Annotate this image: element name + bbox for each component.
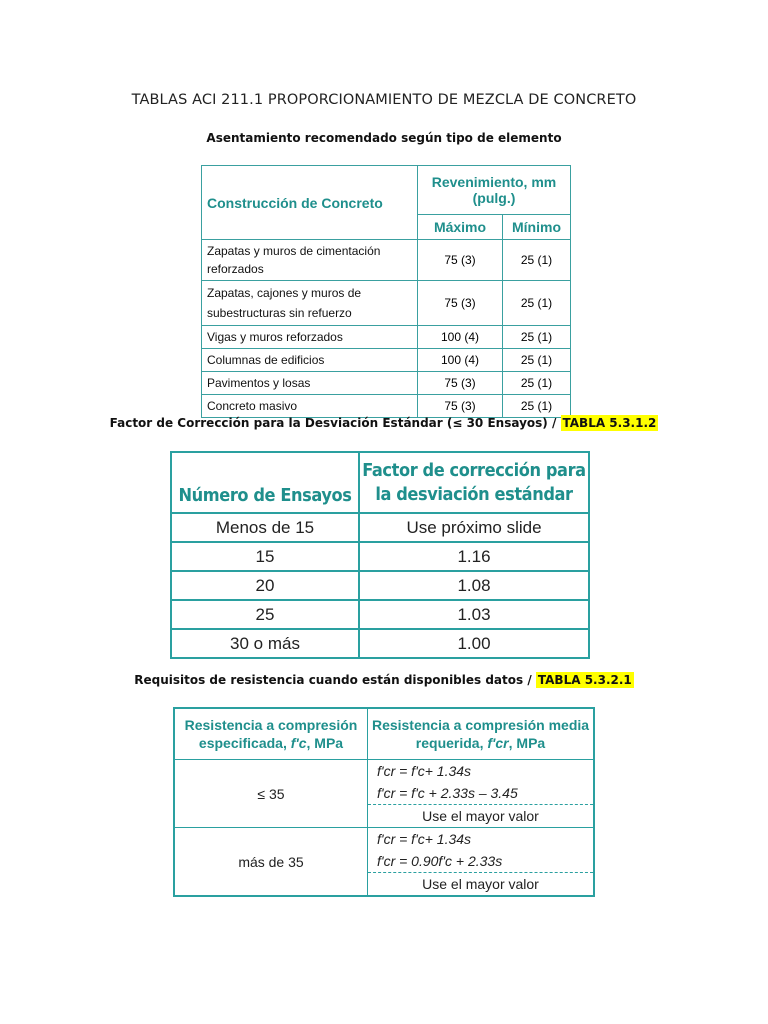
note: Use el mayor valor <box>368 804 593 827</box>
header-right-text: Resistencia a compresión media requerida, <box>371 717 590 751</box>
table3-caption-text: Requisitos de resistencia cuando están disponibles datos / <box>134 673 536 687</box>
cell-ensayos: 25 <box>171 600 359 629</box>
note: Use el mayor valor <box>368 872 593 895</box>
cell-factor: 1.08 <box>359 571 589 600</box>
header-maximo: Máximo <box>418 215 503 240</box>
header-right-unit: , MPa <box>508 735 546 751</box>
cell-desc: Pavimentos y losas <box>202 372 418 395</box>
cell-desc: Zapatas, cajones y muros de subestructuras sin refuerzo <box>202 281 418 326</box>
header-construccion: Construcción de Concreto <box>202 166 418 240</box>
cell-max: 75 (3) <box>418 372 503 395</box>
strength-requirements-table <box>173 707 595 897</box>
table-row <box>171 600 589 629</box>
cell-desc: Vigas y muros reforzados <box>202 326 418 349</box>
equation: f'cr = f'c + 2.33s – 3.45 <box>377 785 518 801</box>
header-right-symbol: f'cr <box>487 735 509 751</box>
header-resistencia-especificada <box>174 708 368 760</box>
slump-table <box>201 165 571 418</box>
cell-ensayos: 20 <box>171 571 359 600</box>
cell-max: 75 (3) <box>418 240 503 281</box>
header-factor-correccion: Factor de corrección para la desviación estándar <box>359 452 589 513</box>
table2-caption-highlight: TABLA 5.3.1.2 <box>562 416 657 430</box>
cell-min: 25 (1) <box>503 372 571 395</box>
cell-factor: 1.00 <box>359 629 589 658</box>
cell-desc: Columnas de edificios <box>202 349 418 372</box>
cell-max: 100 (4) <box>418 326 503 349</box>
correction-factor-table <box>170 451 590 659</box>
table-row <box>202 372 571 395</box>
cell-min: 25 (1) <box>503 240 571 281</box>
cell-equations <box>368 828 595 897</box>
equation: f'cr = f'c+ 1.34s <box>377 763 472 779</box>
table-row <box>171 513 589 542</box>
cell-factor: 1.03 <box>359 600 589 629</box>
table3-caption <box>0 673 768 687</box>
header-left-unit: , MPa <box>306 735 344 751</box>
table-row <box>202 240 571 281</box>
table-row <box>202 281 571 326</box>
table2-caption <box>0 416 768 430</box>
header-minimo: Mínimo <box>503 215 571 240</box>
table-row <box>202 326 571 349</box>
cell-max: 75 (3) <box>418 395 503 418</box>
cell-desc: Concreto masivo <box>202 395 418 418</box>
header-left-symbol: f'c <box>290 735 307 751</box>
cell-min: 25 (1) <box>503 281 571 326</box>
equation: f'cr = 0.90f'c + 2.33s <box>377 853 503 869</box>
cell-min: 25 (1) <box>503 395 571 418</box>
table3-caption-highlight: TABLA 5.3.2.1 <box>537 673 632 687</box>
cell-min: 25 (1) <box>503 349 571 372</box>
table2-caption-text: Factor de Corrección para la Desviación Estándar (≤ 30 Ensayos) / <box>109 416 561 430</box>
table-row <box>171 629 589 658</box>
cell-label: más de 35 <box>174 828 368 897</box>
table1-caption: Asentamiento recomendado según tipo de elemento <box>206 131 562 145</box>
header-left-text: Resistencia a compresión especificada, <box>184 717 358 751</box>
header-revenimiento: Revenimiento, mm (pulg.) <box>418 166 571 215</box>
cell-max: 75 (3) <box>418 281 503 326</box>
cell-equations <box>368 760 595 828</box>
table-row <box>202 395 571 418</box>
header-numero-ensayos: Número de Ensayos <box>171 452 359 513</box>
table-row <box>174 760 594 828</box>
page-title: TABLAS ACI 211.1 PROPORCIONAMIENTO DE MEZCLA DE CONCRETO <box>131 92 637 108</box>
cell-ensayos: 15 <box>171 542 359 571</box>
cell-desc: Zapatas y muros de cimentación reforzados <box>202 240 418 281</box>
equation: f'cr = f'c+ 1.34s <box>377 831 472 847</box>
cell-label: ≤ 35 <box>174 760 368 828</box>
cell-factor: Use próximo slide <box>359 513 589 542</box>
table-row <box>171 571 589 600</box>
cell-min: 25 (1) <box>503 326 571 349</box>
cell-ensayos: 30 o más <box>171 629 359 658</box>
header-resistencia-media <box>368 708 595 760</box>
table-row <box>202 349 571 372</box>
cell-factor: 1.16 <box>359 542 589 571</box>
table-row <box>174 828 594 897</box>
table-row <box>171 542 589 571</box>
cell-max: 100 (4) <box>418 349 503 372</box>
cell-ensayos: Menos de 15 <box>171 513 359 542</box>
